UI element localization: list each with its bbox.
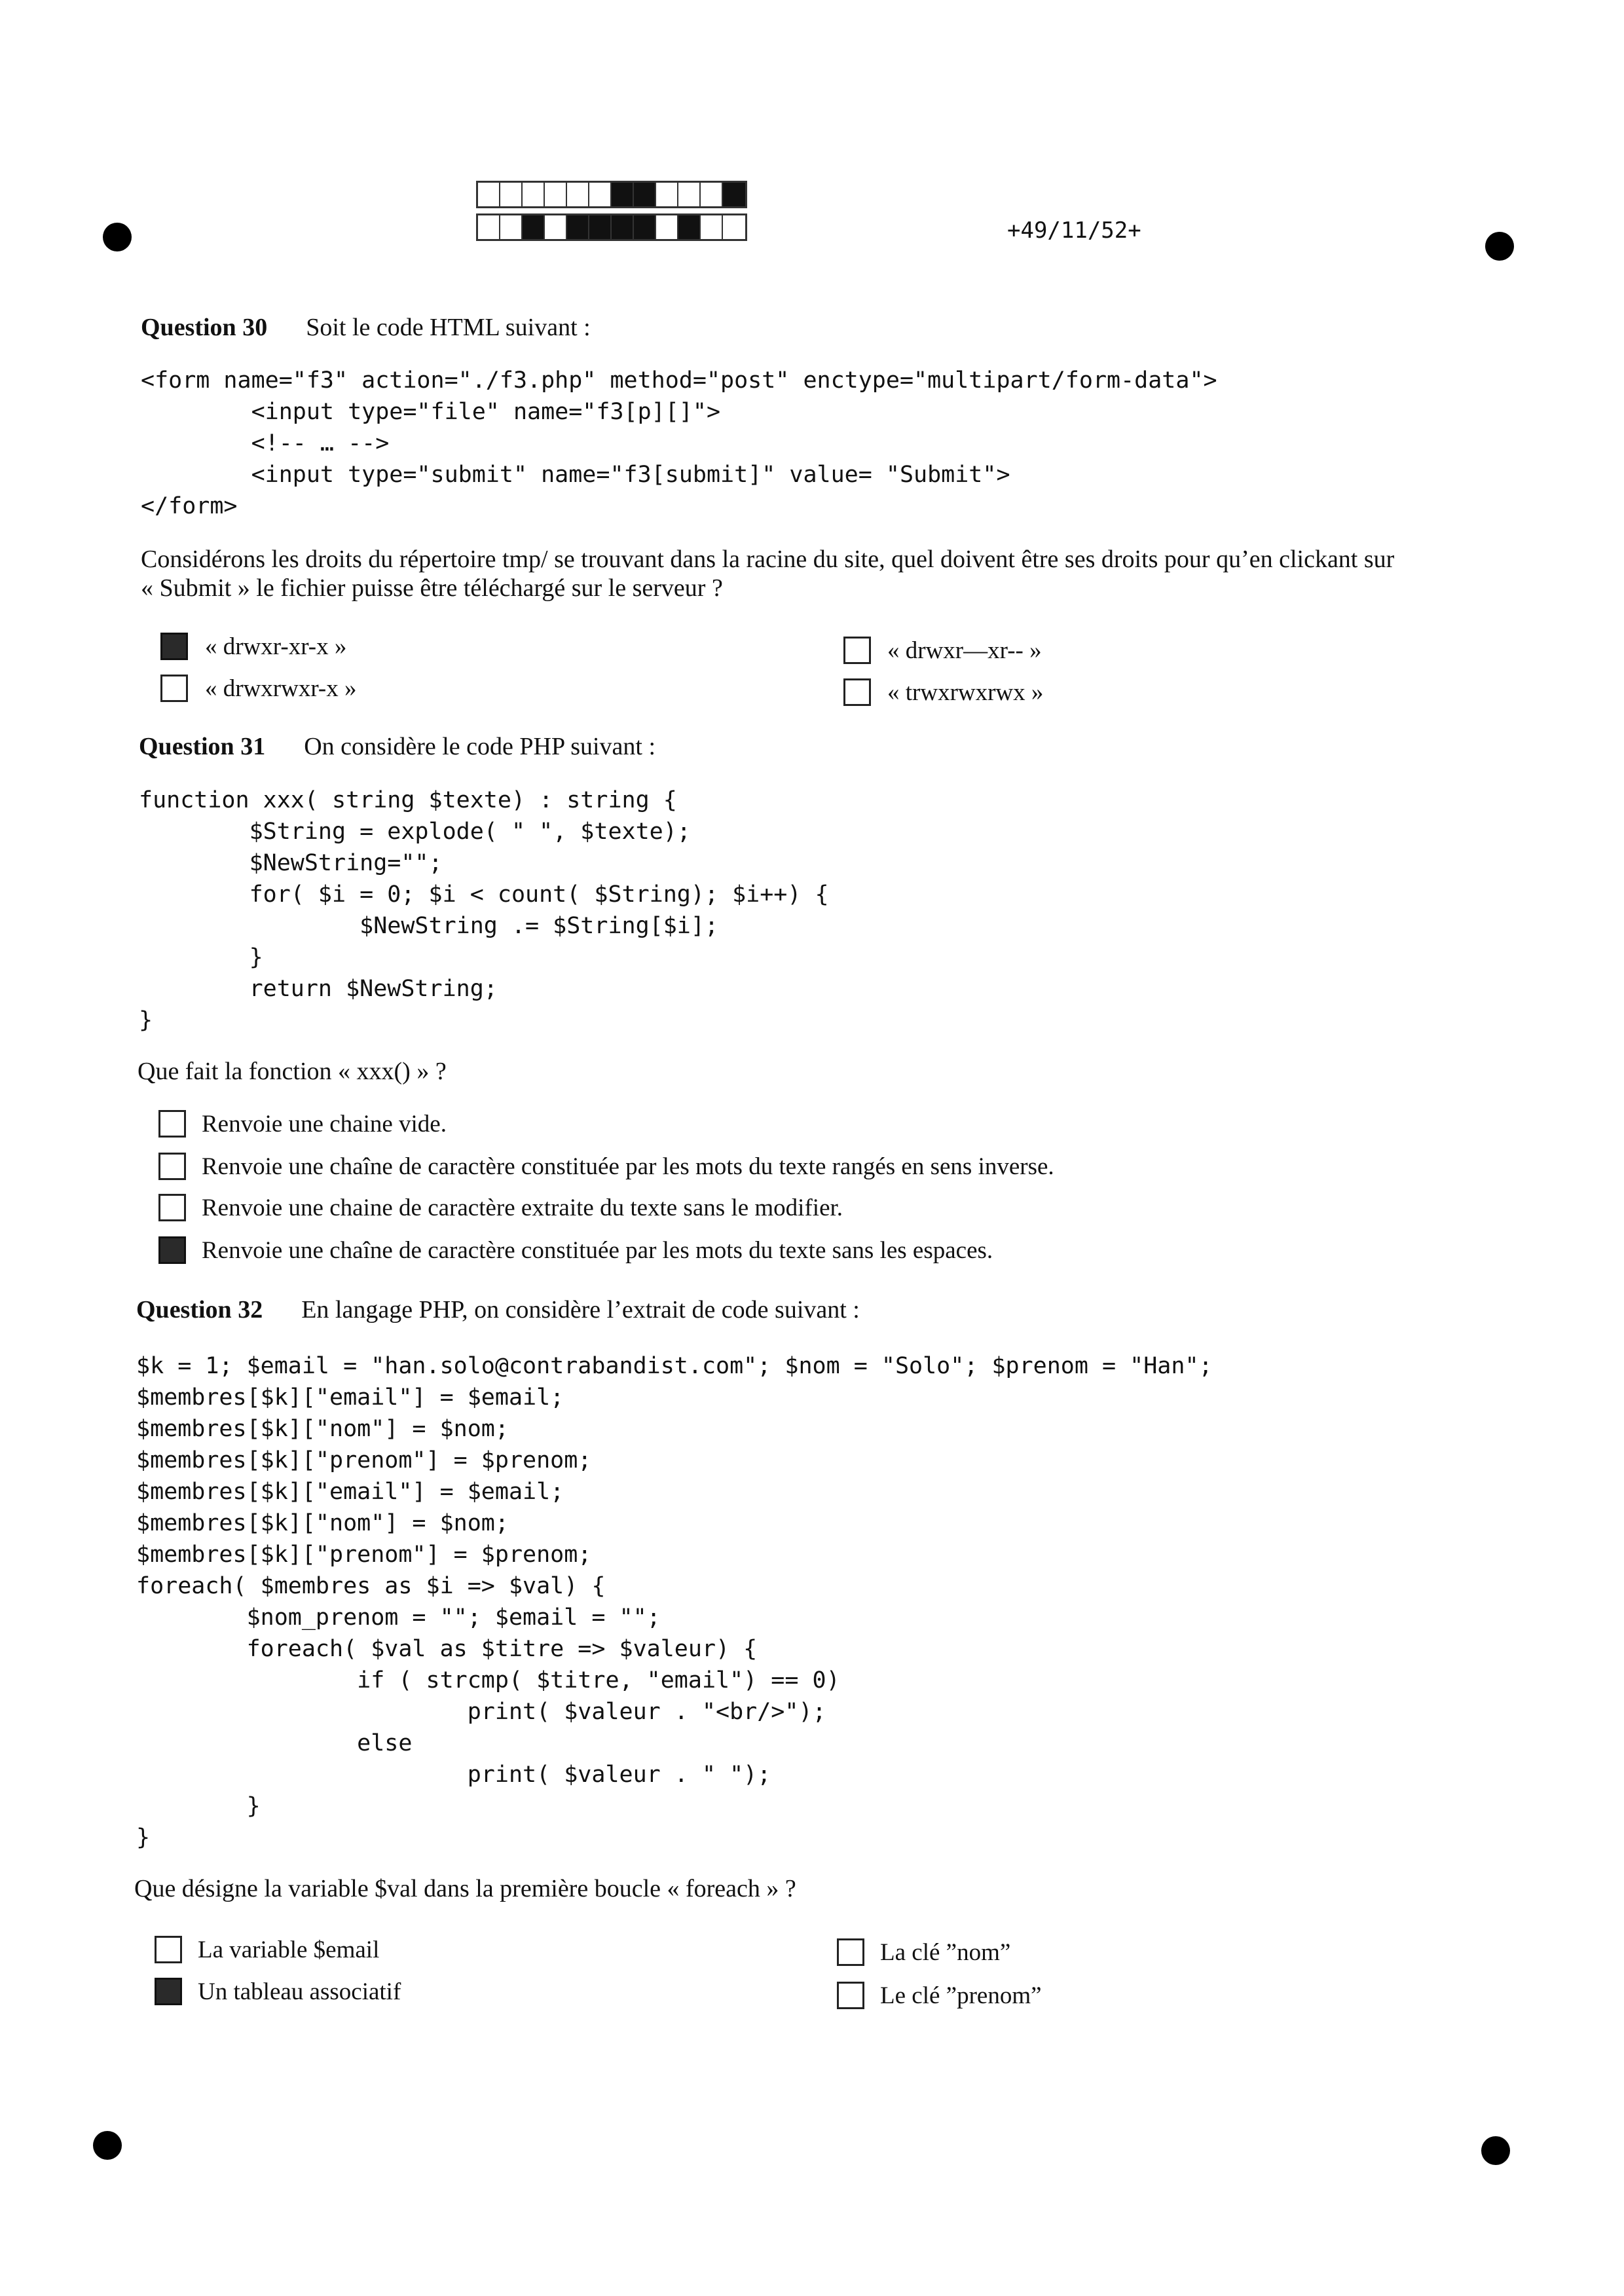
barcode-cell xyxy=(678,215,701,239)
barcode-cell xyxy=(701,215,723,239)
barcode-cell xyxy=(478,215,500,239)
answer-label: « drwxr-xr-x » xyxy=(205,633,347,660)
barcode-row xyxy=(476,181,747,208)
question-intro: On considère le code PHP suivant : xyxy=(304,733,656,760)
barcode-cell xyxy=(656,215,678,239)
barcode-cell xyxy=(634,183,656,206)
barcode-cell xyxy=(589,183,612,206)
registration-dot-top-left xyxy=(103,223,132,251)
answer-checkbox[interactable] xyxy=(158,1153,186,1180)
page-id: +49/11/52+ xyxy=(1007,217,1141,244)
answer-label: Renvoie une chaîne de caractère constituée par les mots du texte rangés en sens inverse. xyxy=(202,1153,1054,1180)
answer-checkbox[interactable] xyxy=(160,633,188,660)
barcode-cell xyxy=(723,215,745,239)
answer-label: Renvoie une chaine vide. xyxy=(202,1111,447,1138)
question-intro: En langage PHP, on considère l’extrait de code suivant : xyxy=(301,1296,860,1324)
answer-label: « trwxrwxrwx » xyxy=(887,679,1044,706)
registration-dot-bottom-right xyxy=(1481,2136,1510,2165)
answer-checkbox[interactable] xyxy=(843,678,871,706)
answer-label: La variable $email xyxy=(198,1936,380,1963)
question-intro: Soit le code HTML suivant : xyxy=(306,314,591,341)
barcode-cell xyxy=(523,183,545,206)
answer-checkbox[interactable] xyxy=(837,1982,864,2009)
barcode-cell xyxy=(523,215,545,239)
barcode-cell xyxy=(500,215,523,239)
code-text: $k = 1; $email = "han.solo@contrabandist.com"; $nom = "Solo"; $prenom = "Han"; $membres[$k]["email"] = $email; $membres[$k]["nom"] = $nom; $membres[$k]["prenom"] = $prenom; $membres[$k]["email"] = $email; $membres[$k]["nom"] = $nom; $membres[$k]["prenom"] = $prenom; foreach( $membres as $i => $val) { $nom_prenom = ""; $email = ""; foreach( $val as $titre => $valeur) { if ( strcmp( $titre, "email") == 0) print( $valeur . "<br/>"); else print( $valeur . " "); } } xyxy=(136,1353,1213,1851)
question-30 xyxy=(141,313,591,342)
question-32 xyxy=(136,1295,860,1324)
barcode-cell xyxy=(612,215,634,239)
registration-dot-bottom-left xyxy=(93,2131,122,2160)
barcode-cell xyxy=(567,183,589,206)
question-label: Question 30 xyxy=(141,314,268,341)
answer-label: Renvoie une chaîne de caractère constituée par les mots du texte sans les espaces. xyxy=(202,1237,993,1264)
answer-checkbox[interactable] xyxy=(155,1936,182,1963)
barcode-cell xyxy=(678,183,701,206)
barcode-cell xyxy=(545,183,567,206)
barcode-cell xyxy=(701,183,723,206)
barcode-cell xyxy=(478,183,500,206)
answer-label: Le clé ”prenom” xyxy=(880,1982,1042,2009)
answer-checkbox[interactable] xyxy=(843,637,871,664)
answer-checkbox[interactable] xyxy=(837,1938,864,1966)
question-prompt: Que fait la fonction « xxx() » ? xyxy=(138,1058,447,1085)
answer-checkbox[interactable] xyxy=(158,1236,186,1264)
barcode-cell xyxy=(723,183,745,206)
question-prompt: Considérons les droits du répertoire tmp/ se trouvant dans la racine du site, quel doivent être ses droits pour qu’en clickant sur xyxy=(141,546,1395,573)
barcode-cell xyxy=(612,183,634,206)
code-text: function xxx( string $texte) : string { $String = explode( " ", $texte); $NewString=""; for( $i = 0; $i < count( $String); $i++) { $NewString .= $String[$i]; } return $NewString; } xyxy=(139,787,829,1033)
answer-label: La clé ”nom” xyxy=(880,1939,1011,1966)
answer-checkbox[interactable] xyxy=(160,675,188,702)
barcode-row xyxy=(476,213,747,241)
answer-label: « drwxrwxr-x » xyxy=(205,675,357,702)
barcode-cell xyxy=(634,215,656,239)
barcode-cell xyxy=(589,215,612,239)
question-31 xyxy=(139,732,655,761)
barcode-cell xyxy=(500,183,523,206)
question-label: Question 31 xyxy=(139,733,266,760)
question-prompt: Que désigne la variable $val dans la première boucle « foreach » ? xyxy=(134,1875,796,1902)
barcode-cell xyxy=(545,215,567,239)
answer-label: « drwxr—xr-- » xyxy=(887,637,1042,664)
barcode-cell xyxy=(567,215,589,239)
code-text: <form name="f3" action="./f3.php" method="post" enctype="multipart/form-data"> <input type="file" name="f3[p][]"> <!-- … --> <input type="submit" name="f3[submit]" value= "Submit"> </form> xyxy=(141,367,1217,519)
barcode-cell xyxy=(656,183,678,206)
answer-label: Renvoie une chaine de caractère extraite du texte sans le modifier. xyxy=(202,1194,843,1221)
answer-label: Un tableau associatif xyxy=(198,1978,401,2005)
answer-checkbox[interactable] xyxy=(158,1194,186,1221)
question-label: Question 32 xyxy=(136,1296,263,1324)
answer-checkbox[interactable] xyxy=(155,1978,182,2005)
question-prompt: « Submit » le fichier puisse être téléchargé sur le serveur ? xyxy=(141,574,723,602)
answer-checkbox[interactable] xyxy=(158,1110,186,1138)
registration-dot-top-right xyxy=(1485,232,1514,261)
